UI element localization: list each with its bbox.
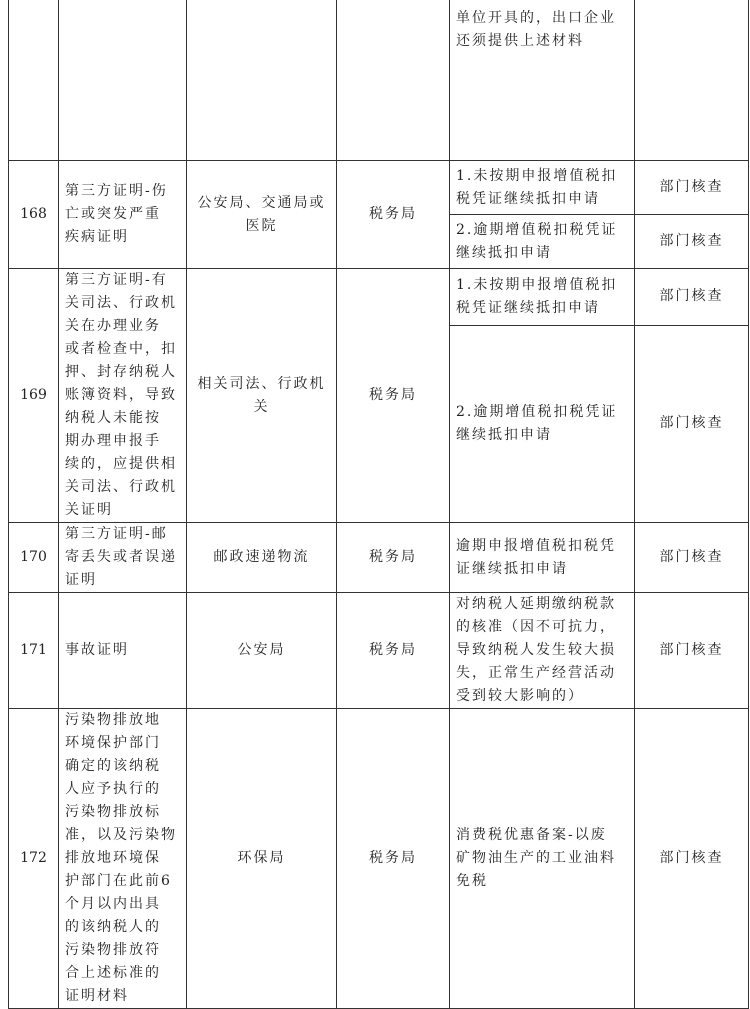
service-cell: 对纳税人延期缴纳税款 的核准（因不可抗力， 导致纳税人发生较大损 失，正常生产经营活动 受到较大影响的） (450, 593, 635, 709)
table-row-170 (9, 523, 749, 593)
material-cell (59, 0, 187, 161)
material-cell: 第三方证明-伤 亡或突发严重 疾病证明 (59, 161, 187, 269)
issuer-cell: 环保局 (187, 709, 337, 1009)
method-cell: 部门核查 (635, 709, 749, 1009)
department-cell (337, 0, 450, 161)
service-cell: 1.未按期申报增值税扣 税凭证继续抵扣申请 (450, 269, 635, 326)
department-cell: 税务局 (337, 709, 450, 1009)
method-cell (635, 0, 749, 161)
department-cell: 税务局 (337, 523, 450, 593)
number-cell (9, 0, 59, 161)
materials-table (8, 0, 749, 1009)
number-cell: 169 (9, 269, 59, 523)
issuer-cell: 公安局 (187, 593, 337, 709)
method-cell: 部门核查 (635, 161, 749, 215)
table-row-172 (9, 709, 749, 1009)
material-cell: 第三方证明-邮 寄丢失或者误递 证明 (59, 523, 187, 593)
number-cell: 170 (9, 523, 59, 593)
department-cell: 税务局 (337, 593, 450, 709)
service-cell: 单位开具的，出口企业 还须提供上述材料 (450, 0, 635, 161)
service-cell: 1.未按期申报增值税扣 税凭证继续抵扣申请 (450, 161, 635, 215)
issuer-cell: 邮政速递物流 (187, 523, 337, 593)
method-cell: 部门核查 (635, 215, 749, 269)
service-cell: 2.逾期增值税扣税凭证 继续抵扣申请 (450, 215, 635, 269)
material-cell: 事故证明 (59, 593, 187, 709)
method-cell: 部门核查 (635, 593, 749, 709)
material-cell: 第三方证明-有 关司法、行政机 关在办理业务 或者检查中，扣 押、封存纳税人 账簿资料，导致 纳税人未能按 期办理申报手 续的，应提供相 关司法、行政机 关证明 (59, 269, 187, 523)
number-cell: 172 (9, 709, 59, 1009)
number-cell: 168 (9, 161, 59, 269)
method-cell: 部门核查 (635, 325, 749, 522)
method-cell: 部门核查 (635, 523, 749, 593)
issuer-cell: 相关司法、行政机 关 (187, 269, 337, 523)
number-cell: 171 (9, 593, 59, 709)
table-row-168 (9, 161, 749, 215)
department-cell: 税务局 (337, 161, 450, 269)
service-cell: 2.逾期增值税扣税凭证 继续抵扣申请 (450, 325, 635, 522)
table-row-169 (9, 269, 749, 326)
table-row-171 (9, 593, 749, 709)
issuer-cell: 公安局、交通局或 医院 (187, 161, 337, 269)
method-cell: 部门核查 (635, 269, 749, 326)
service-cell: 逾期申报增值税扣税凭 证继续抵扣申请 (450, 523, 635, 593)
service-cell: 消费税优惠备案-以废 矿物油生产的工业油料 免税 (450, 709, 635, 1009)
material-cell: 污染物排放地 环境保护部门 确定的该纳税 人应予执行的 污染物排放标 准，以及污染物 排放地环境保 护部门在此前6 个月以内出具 的该纳税人的 污染物排放符 合上述标准的 证明材料 (59, 709, 187, 1009)
department-cell: 税务局 (337, 269, 450, 523)
issuer-cell (187, 0, 337, 161)
table-row-continued (9, 0, 749, 161)
